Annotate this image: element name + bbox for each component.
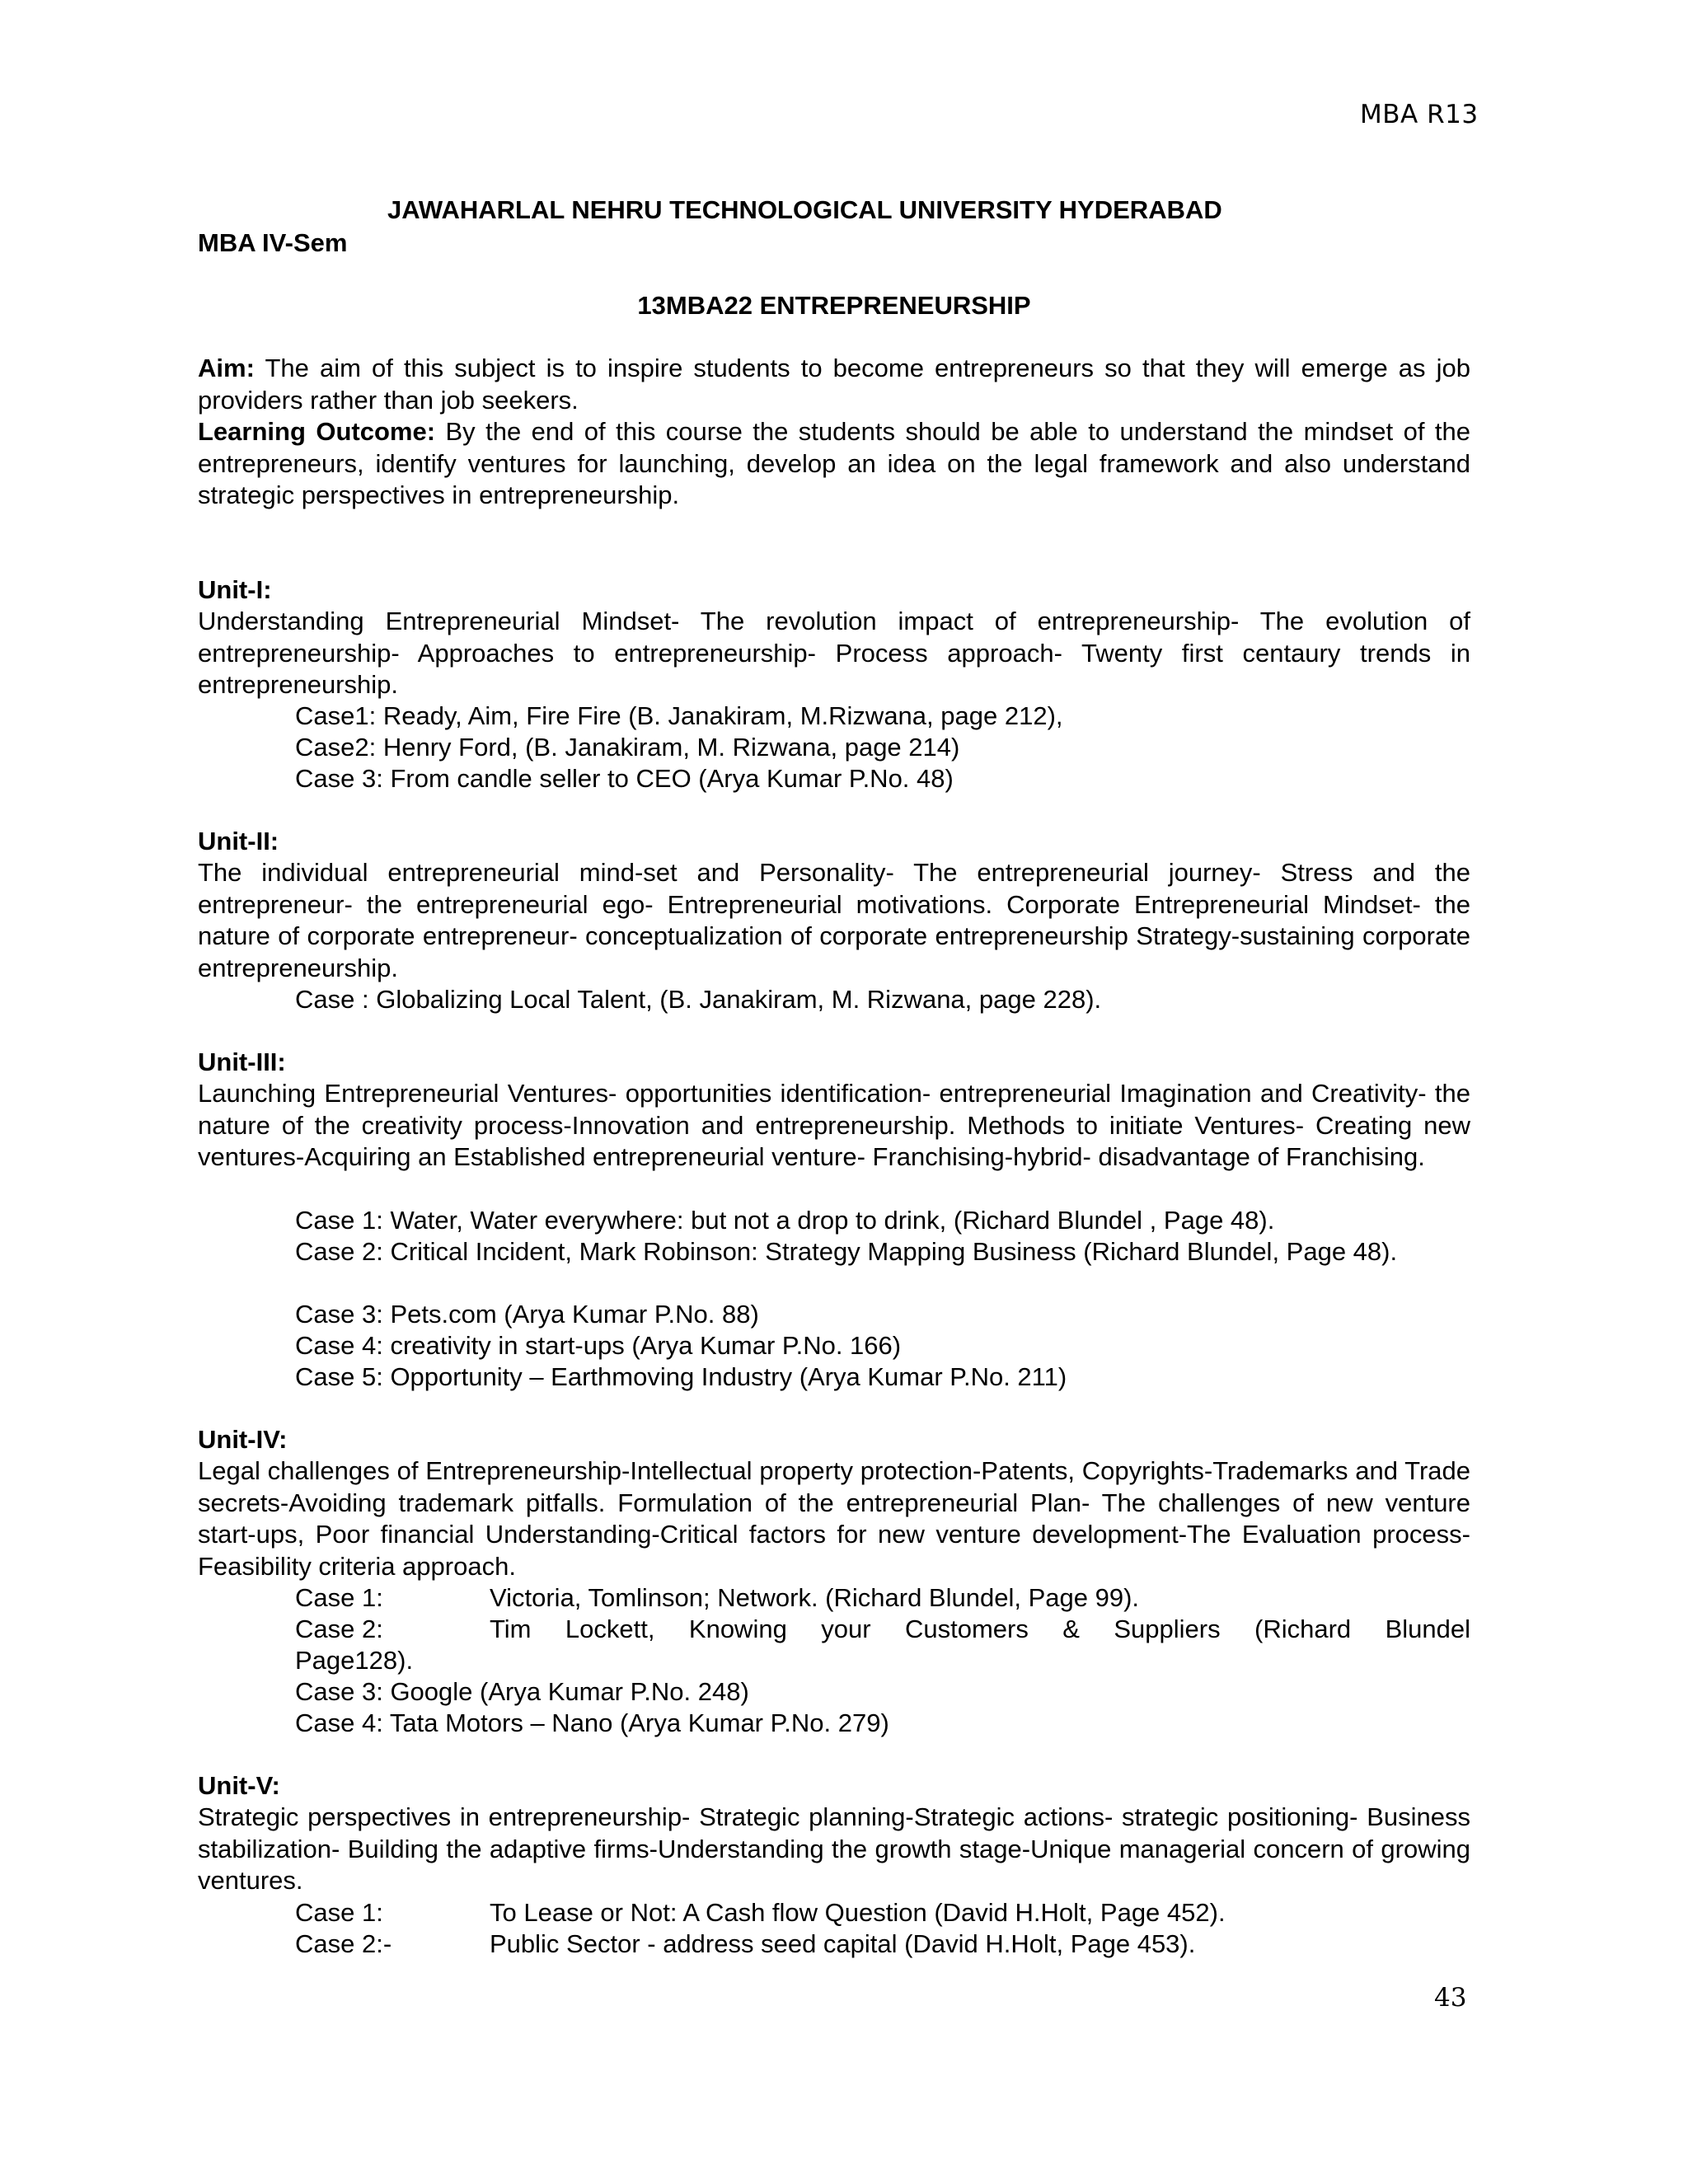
unit-3-body: Launching Entrepreneurial Ventures- opportunities identification- entrepreneurial Imagination and Creativity- the nature of the creativity process-Innovation and entrepreneurship. Methods to initiate Ventures- Creating new ventures-Acquiring an Established entrepreneurial venture- Franchising-hybrid- disadvantage of Franchising. [198,1079,1470,1171]
unit-3-title: Unit-III: [198,1047,286,1076]
unit-4-case-2-continued: Page128). [295,1646,414,1675]
unit-1-case-3: Case 3: From candle seller to CEO (Arya Kumar P.No. 48) [295,764,954,793]
unit-2-case-1: Case : Globalizing Local Talent, (B. Janakiram, M. Rizwana, page 228). [295,985,1102,1014]
unit-4-case-2-text: Tim Lockett, Knowing your Customers & Suppliers (Richard Blundel [490,1615,1470,1643]
unit-5-case-2-label: Case 2:- [295,1929,392,1958]
learning-outcome-label: Learning Outcome: [198,417,436,446]
semester-label: MBA IV-Sem [198,228,348,257]
unit-4-case-1 [295,1582,1470,1615]
unit-4-body: Legal challenges of Entrepreneurship-Intellectual property protection-Patents, Copyrights-Trademarks and Trade secrets-Avoiding trademark pitfalls. Formulation of the entrepreneurial Plan- The challenges of new venture start-ups, Poor financial Understanding-Critical factors for new venture development-The Evaluation process-Feasibility criteria approach. [198,1456,1470,1581]
unit-5-case-2 [295,1929,1470,1961]
aim-paragraph [198,353,1470,416]
unit-5-case-1-label: Case 1: [295,1898,383,1927]
unit-4-case-1-label: Case 1: [295,1583,383,1612]
unit-1-case-2: Case2: Henry Ford, (B. Janakiram, M. Rizwana, page 214) [295,733,960,762]
unit-1-body: Understanding Entrepreneurial Mindset- The revolution impact of entrepreneurship- The evolution of entrepreneurship- Approaches to entrepreneurship- Process approach- Twenty first centaury trends in entrepreneurship. [198,607,1470,699]
unit-3-case-5: Case 5: Opportunity – Earthmoving Industry (Arya Kumar P.No. 211) [295,1362,1067,1391]
unit-4-case-2-label: Case 2: [295,1615,383,1643]
unit-4-case-1-text: Victoria, Tomlinson; Network. (Richard Blundel, Page 99). [490,1583,1140,1612]
learning-outcome-text: By the end of this course the students should be able to understand the mindset of the entrepreneurs, identify ventures for launching, develop an idea on the legal framework and also understand strategic perspectives in entrepreneurship. [198,417,1470,509]
page-number: 43 [1434,1983,1467,2013]
university-name: JAWAHARLAL NEHRU TECHNOLOGICAL UNIVERSITY HYDERABAD [387,195,1222,224]
unit-3-case-3: Case 3: Pets.com (Arya Kumar P.No. 88) [295,1300,759,1329]
aim-label: Aim: [198,354,255,382]
unit-5-case-1 [295,1897,1470,1929]
course-title: 13MBA22 ENTREPRENEURSHIP [637,291,1031,320]
unit-4-case-4: Case 4: Tata Motors – Nano (Arya Kumar P.No. 279) [295,1708,889,1737]
unit-5-body: Strategic perspectives in entrepreneurship- Strategic planning-Strategic actions- strategic positioning- Business stabilization- Building the adaptive firms-Understanding the growth stage-Unique managerial concern of growing ventures. [198,1802,1470,1895]
learning-outcome-paragraph [198,416,1470,512]
unit-5-case-2-text: Public Sector - address seed capital (David H.Holt, Page 453). [490,1929,1196,1958]
unit-3-case-1: Case 1: Water, Water everywhere: but not a drop to drink, (Richard Blundel , Page 48). [295,1206,1275,1235]
unit-3-case-4: Case 4: creativity in start-ups (Arya Kumar P.No. 166) [295,1331,902,1360]
unit-5-title: Unit-V: [198,1771,280,1800]
unit-4-title: Unit-IV: [198,1425,288,1454]
unit-1-case-1: Case1: Ready, Aim, Fire Fire (B. Janakiram, M.Rizwana, page 212), [295,701,1063,730]
unit-2-title: Unit-II: [198,827,279,855]
unit-4-case-2 [295,1614,1470,1646]
unit-2-body: The individual entrepreneurial mind-set and Personality- The entrepreneurial journey- Stress and the entrepreneur- the entrepreneurial ego- Entrepreneurial motivations. Corporate Entrepreneurial Mindset- the nature of corporate entrepreneur- conceptualization of corporate entrepreneurship Strategy-sustaining corporate entrepreneurship. [198,858,1470,982]
header-tag: MBA R13 [1360,100,1479,129]
unit-3-case-2: Case 2: Critical Incident, Mark Robinson: Strategy Mapping Business (Richard Blundel, Page 48). [295,1237,1398,1266]
unit-4-case-3: Case 3: Google (Arya Kumar P.No. 248) [295,1677,749,1706]
aim-text: The aim of this subject is to inspire students to become entrepreneurs so that they will emerge as job providers rather than job seekers. [198,354,1471,415]
unit-1-title: Unit-I: [198,575,272,604]
unit-5-case-1-text: To Lease or Not: A Cash flow Question (David H.Holt, Page 452). [490,1898,1226,1927]
